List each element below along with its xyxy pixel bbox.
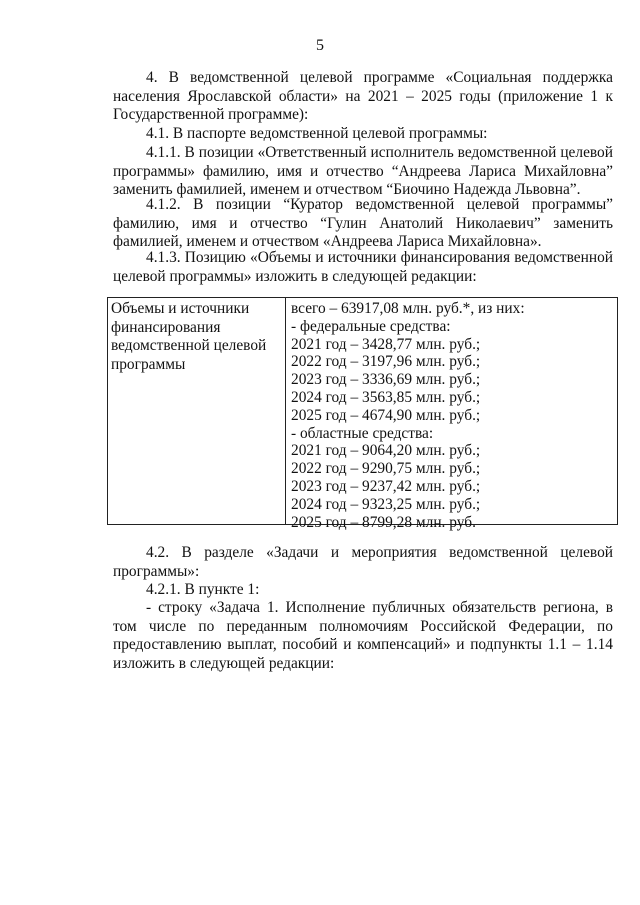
- table-line: 2022 год – 9290,75 млн. руб.;: [291, 460, 481, 478]
- financing-table: [107, 297, 618, 531]
- table-line: 2024 год – 3563,85 млн. руб.;: [291, 388, 481, 406]
- table-column-divider: [285, 298, 286, 524]
- table-line: - областные средства:: [291, 424, 434, 442]
- table-line: 2023 год – 9237,42 млн. руб.;: [291, 477, 481, 495]
- paragraph-4-1: 4.1. В паспорте ведомственной целевой программы:: [146, 125, 488, 142]
- table-left-cell: Объемы и источники финансирования ведомственной целевой программы: [111, 300, 267, 373]
- paragraph-4-1-1: 4.1.1. В позиции «Ответственный исполнитель ведомственной целевой программы» фамилию, имя и отчество “Андреева Лариса Михайловна” заменить фамилией, именем и отчеством “Биочино Надежда Львовна”.: [113, 144, 613, 199]
- table-line: 2025 год – 8799,28 млн. руб.: [291, 513, 476, 531]
- table-right-cell: [291, 300, 611, 531]
- paragraph-4-2-1-a: - строку «Задача 1. Исполнение публичных обязательств региона, в том числе по переданным полномочиям Российской Федерации, по предоставлению выплат, пособий и компенсаций» и подпункты 1.1 – 1.14 изложить в следующей редакции:: [113, 599, 613, 672]
- paragraph-4-2-1: 4.2.1. В пункте 1:: [146, 581, 260, 598]
- table-line: всего – 63917,08 млн. руб.*, из них:: [291, 300, 525, 317]
- table-line: 2021 год – 9064,20 млн. руб.;: [291, 442, 481, 460]
- table-line: 2021 год – 3428,77 млн. руб.;: [291, 335, 481, 353]
- paragraph-4: 4. В ведомственной целевой программе «Социальная поддержка населения Ярославской области» на 2021 – 2025 годы (приложение 1 к Государственной программе):: [113, 69, 613, 124]
- paragraph-4-1-2: 4.1.2. В позиции “Куратор ведомственной целевой программы” фамилию, имя и отчество “Гулин Анатолий Николаевич” заменить фамилией, именем и отчеством «Андреева Лариса Михайловна».: [113, 196, 613, 251]
- table-line: 2024 год – 9323,25 млн. руб.;: [291, 495, 481, 513]
- table-line: 2023 год – 3336,69 млн. руб.;: [291, 371, 481, 389]
- table-line: 2022 год – 3197,96 млн. руб.;: [291, 353, 481, 371]
- page-number: 5: [316, 37, 324, 54]
- table-line: - федеральные средства:: [291, 317, 451, 335]
- table-line: 2025 год – 4674,90 млн. руб.;: [291, 406, 481, 424]
- paragraph-4-2: 4.2. В разделе «Задачи и мероприятия ведомственной целевой программы»:: [113, 544, 613, 580]
- paragraph-4-1-3: 4.1.3. Позицию «Объемы и источники финансирования ведомственной целевой программы» изложить в следующей редакции:: [113, 249, 613, 285]
